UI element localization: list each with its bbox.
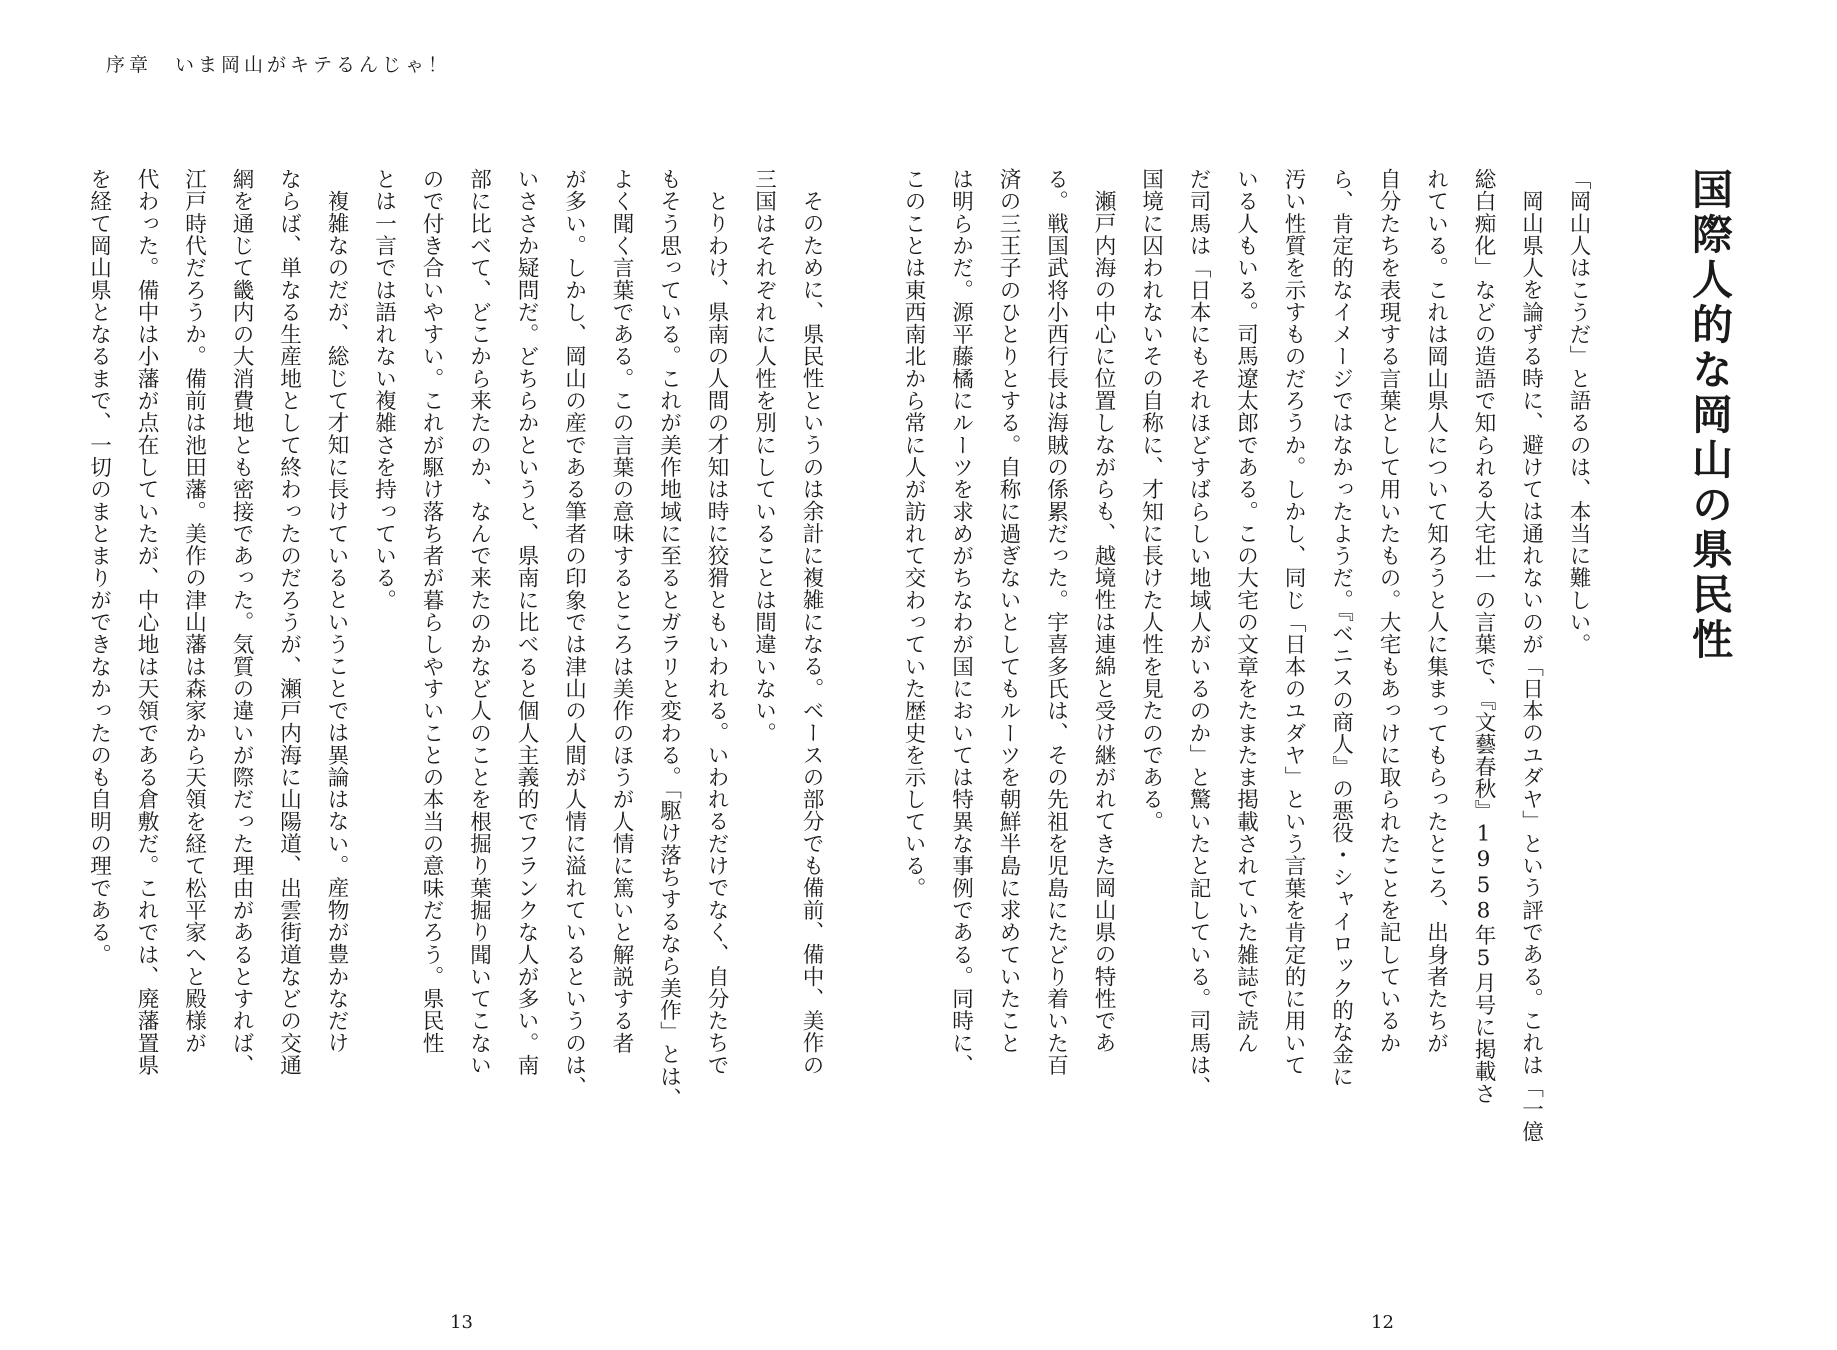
page-number-right: 12: [1371, 1312, 1394, 1333]
page-number-left: 13: [450, 1312, 473, 1333]
body-line: 汚い性質を示すものだろうか。しかし、同じ「日本のユダヤ」という言葉を肯定的に用いて: [1281, 168, 1306, 1077]
body-line: は明らかだ。源平藤橘にルーツを求めがちなわが国においては特異な事例である。同時に、: [948, 168, 974, 1077]
body-line: 「岡山人はこうだ」と語るのは、本当に難しい。: [1566, 168, 1591, 656]
body-line: もそう思っている。これが美作地域に至るとガラリと変わる。「駆け落ちするなら美作」とは、: [656, 168, 682, 1110]
body-line: 自分たちを表現する言葉として用いたもの。大宅もあっけに取られたことを記しているか: [1376, 168, 1401, 1054]
body-line: 部に比べて、どこから来たのか、なんで来たのかなど人のことを根掘り葉掘り聞いてこない: [466, 168, 492, 1077]
section-heading: 国際人的な岡山の県民性: [1685, 168, 1733, 663]
body-line: よく聞く言葉である。この言葉の意味するところは美作のほうが人情に篤いと解説する者: [609, 168, 634, 1054]
body-line: る。戦国武将小西行長は海賊の係累だった。宇喜多氏は、その先祖を児島にたどり着いた百: [1043, 168, 1069, 1077]
body-line: とりわけ、県南の人間の才知は時に狡猾ともいわれる。いわれるだけでなく、自分たちで: [704, 190, 729, 1076]
body-line: ら、肯定的なイメージではなかったようだ。『ベニスの商人』の悪役・シャイロック的な金に: [1328, 168, 1354, 1088]
left-page-body: [86, 168, 835, 1328]
body-line: とは一言では語れない複雑さを持っている。: [371, 168, 397, 611]
body-line: 江戸時代だろうか。備前は池田藩。美作の津山藩は森家から天領を経て松平家へと殿様が: [181, 168, 207, 1054]
running-head: 序章 いま岡山がキテるんじゃ！: [106, 54, 452, 76]
body-line: 複雑なのだが、総じて才知に長けているということでは異論はない。産物が豊かなだけ: [324, 190, 349, 1054]
body-line: 岡山県人を論ずる時に、避けては通れないのが「日本のユダヤ」という評である。これは「一億: [1518, 190, 1544, 1143]
body-line: そのために、県民性というのは余計に複雑になる。ベースの部分でも備前、備中、美作の: [799, 190, 824, 1076]
body-line: いささか疑問だ。どちらかというと、県南に比べると個人主義的でフランクな人が多い。南: [514, 168, 539, 1077]
body-line: だ司馬は「日本にもそれほどすばらしい地域人がいるのか」と驚いたと記している。司馬は、: [1186, 168, 1211, 1099]
right-page-body: [901, 168, 1602, 1328]
body-line: 三国はそれぞれに人性を別にしていることは間違いない。: [751, 168, 777, 744]
body-line: を経て岡山県となるまで、一切のまとまりができなかったのも自明の理である。: [86, 168, 112, 966]
body-line: ので付き合いやすい。これが駆け落ち者が暮らしやすいことの本当の意味だろう。県民性: [419, 168, 444, 1054]
body-line: 瀬戸内海の中心に位置しながらも、越境性は連綿と受け継がれてきた岡山県の特性であ: [1091, 190, 1116, 1054]
body-line: 総白痴化」などの造語で知られる大宅壮一の言葉で、『文藝春秋』1958年5月号に掲載さ: [1471, 168, 1496, 1105]
body-line: このことは東西南北から常に人が訪れて交わっていた歴史を示している。: [901, 168, 926, 899]
body-line: 国境に囚われないその自称に、才知に長けた人性を見たのである。: [1138, 168, 1164, 833]
body-line: 済の三王子のひとりとする。自称に過ぎないとしてもルーツを朝鮮半島に求めていたこと: [996, 168, 1021, 1054]
body-line: れている。これは岡山県人について知ろうと人に集まってもらったところ、出身者たちが: [1423, 168, 1449, 1054]
body-line: ならば、単なる生産地として終わったのだろうが、瀬戸内海に山陽道、出雲街道などの交通: [276, 168, 302, 1077]
body-line: 網を通じて畿内の大消費地とも密接であった。気質の違いが際だった理由があるとすれば、: [229, 168, 254, 1077]
body-line: 代わった。備中は小藩が点在していたが、中心地は天領である倉敷だ。これでは、廃藩置県: [134, 168, 159, 1077]
body-line: が多い。しかし、岡山の産である筆者の印象では津山の人間が人情に溢れているというのは、: [561, 168, 587, 1099]
body-line: いる人もいる。司馬遼太郎である。この大宅の文章をたまたま掲載されていた雑誌で読ん: [1233, 168, 1259, 1054]
